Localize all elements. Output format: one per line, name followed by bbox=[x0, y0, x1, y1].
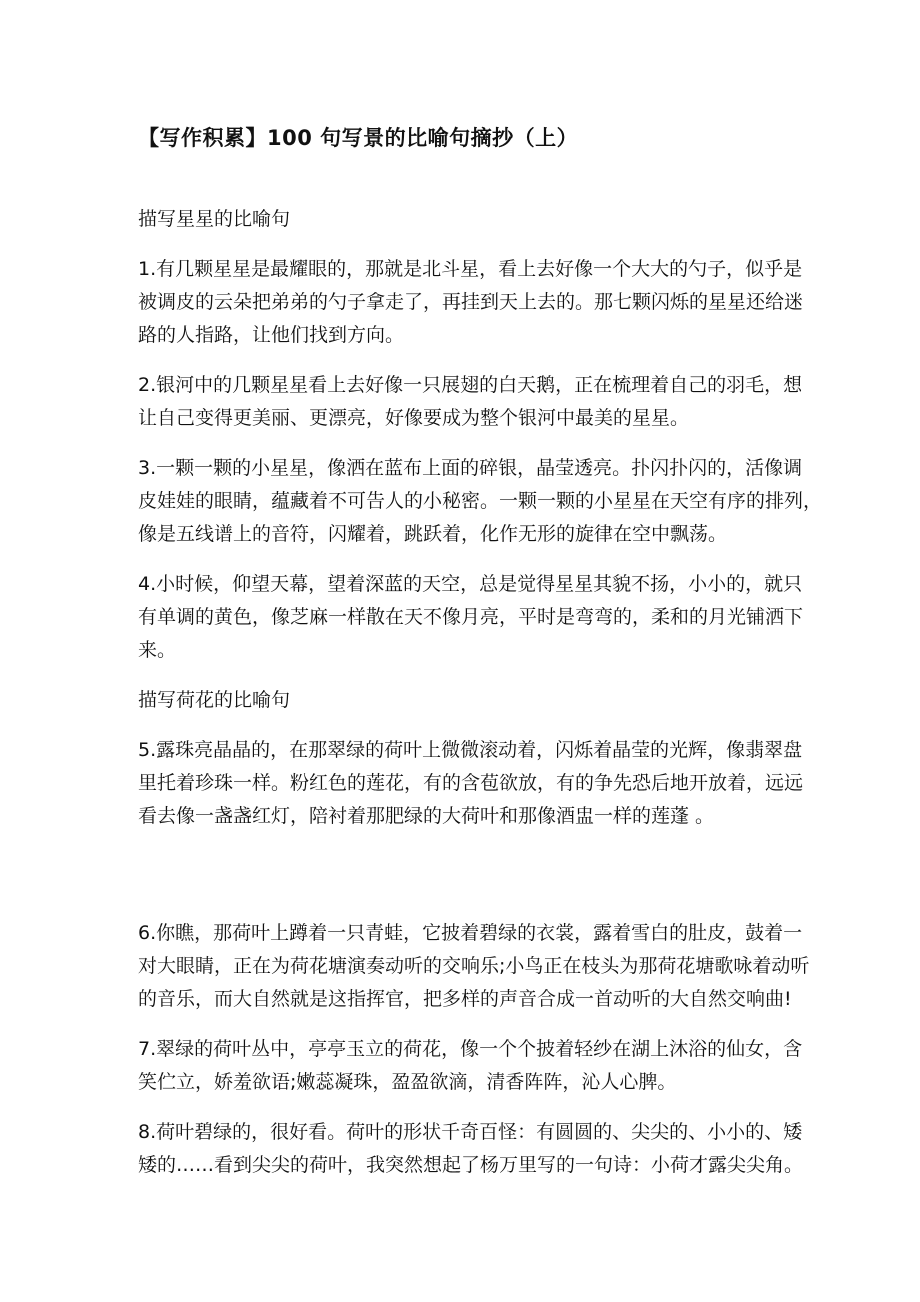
section-heading bbox=[138, 684, 784, 717]
text-line: 来。 bbox=[138, 639, 177, 661]
paragraph bbox=[138, 369, 803, 435]
text-line: 3.一颗一颗的小星星，像洒在蓝布上面的碎银，晶莹透亮。扑闪扑闪的，活像调 bbox=[138, 457, 803, 479]
text-line: 矮的……看到尖尖的荷叶，我突然想起了杨万里写的一句诗：小荷才露尖尖角。 bbox=[138, 1154, 804, 1176]
text-line: 描写星星的比喻句 bbox=[138, 208, 291, 230]
paragraph bbox=[138, 917, 810, 1016]
paragraph bbox=[138, 568, 804, 667]
text-line: 被调皮的云朵把弟弟的勺子拿走了，再挂到天上去的。那七颗闪烁的星星还给迷 bbox=[138, 291, 804, 313]
text-line: 7.翠绿的荷叶丛中，亭亭玉立的荷花，像一个个披着轻纱在湖上沐浴的仙女，含 bbox=[138, 1038, 803, 1060]
paragraph bbox=[138, 452, 823, 551]
text-line: 笑伫立，娇羞欲语;嫩蕊凝珠，盈盈欲滴，清香阵阵，沁人心脾。 bbox=[138, 1071, 677, 1093]
text-line: 描写荷花的比喻句 bbox=[138, 689, 291, 711]
text-line: 像是五线谱上的音符，闪耀着，跳跃着，化作无形的旋律在空中飘荡。 bbox=[138, 523, 728, 545]
paragraph bbox=[138, 253, 804, 352]
text-line: 的音乐，而大自然就是这指挥官，把多样的声音合成一首动听的大自然交响曲! bbox=[138, 988, 792, 1010]
text-line: 路的人指路，让他们找到方向。 bbox=[138, 324, 405, 346]
text-line: 有单调的黄色，像芝麻一样散在天不像月亮，平时是弯弯的，柔和的月光铺洒下 bbox=[138, 606, 804, 628]
text-line: 对大眼睛，正在为荷花塘演奏动听的交响乐;小鸟正在枝头为那荷花塘歌咏着动听 bbox=[138, 955, 810, 977]
document-body bbox=[138, 203, 823, 1199]
paragraph bbox=[138, 1033, 803, 1099]
text-line: 2.银河中的几颗星星看上去好像一只展翅的白天鹅，正在梳理着自己的羽毛，想 bbox=[138, 374, 803, 396]
blank-paragraph bbox=[138, 850, 784, 917]
document-title: 【写作积累】100 句写景的比喻句摘抄（上） bbox=[138, 126, 579, 150]
section-heading bbox=[138, 203, 784, 236]
text-line: 让自己变得更美丽、更漂亮，好像要成为整个银河中最美的星星。 bbox=[138, 407, 690, 429]
text-line: 里托着珍珠一样。粉红色的莲花，有的含苞欲放，有的争先恐后地开放着，远远 bbox=[138, 772, 804, 794]
text-line: 1.有几颗星星是最耀眼的，那就是北斗星，看上去好像一个大大的勺子，似乎是 bbox=[138, 258, 803, 280]
text-line: 8.荷叶碧绿的，很好看。荷叶的形状千奇百怪：有圆圆的、尖尖的、小小的、矮 bbox=[138, 1121, 803, 1143]
text-line: 皮娃娃的眼睛，蕴藏着不可告人的小秘密。一颗一颗的小星星在天空有序的排列， bbox=[138, 490, 823, 512]
text-line: 5.露珠亮晶晶的，在那翠绿的荷叶上微微滚动着，闪烁着晶莹的光辉，像翡翠盘 bbox=[138, 739, 803, 761]
paragraph bbox=[138, 1116, 804, 1182]
text-line: 看去像一盏盏红灯，陪衬着那肥绿的大荷叶和那像酒盅一样的莲蓬 。 bbox=[138, 805, 715, 827]
text-line: 4.小时候，仰望天幕，望着深蓝的天空，总是觉得星星其貌不扬，小小的，就只 bbox=[138, 573, 803, 595]
text-line: 6.你瞧，那荷叶上蹲着一只青蛙，它披着碧绿的衣裳，露着雪白的肚皮，鼓着一 bbox=[138, 922, 803, 944]
paragraph bbox=[138, 734, 804, 833]
